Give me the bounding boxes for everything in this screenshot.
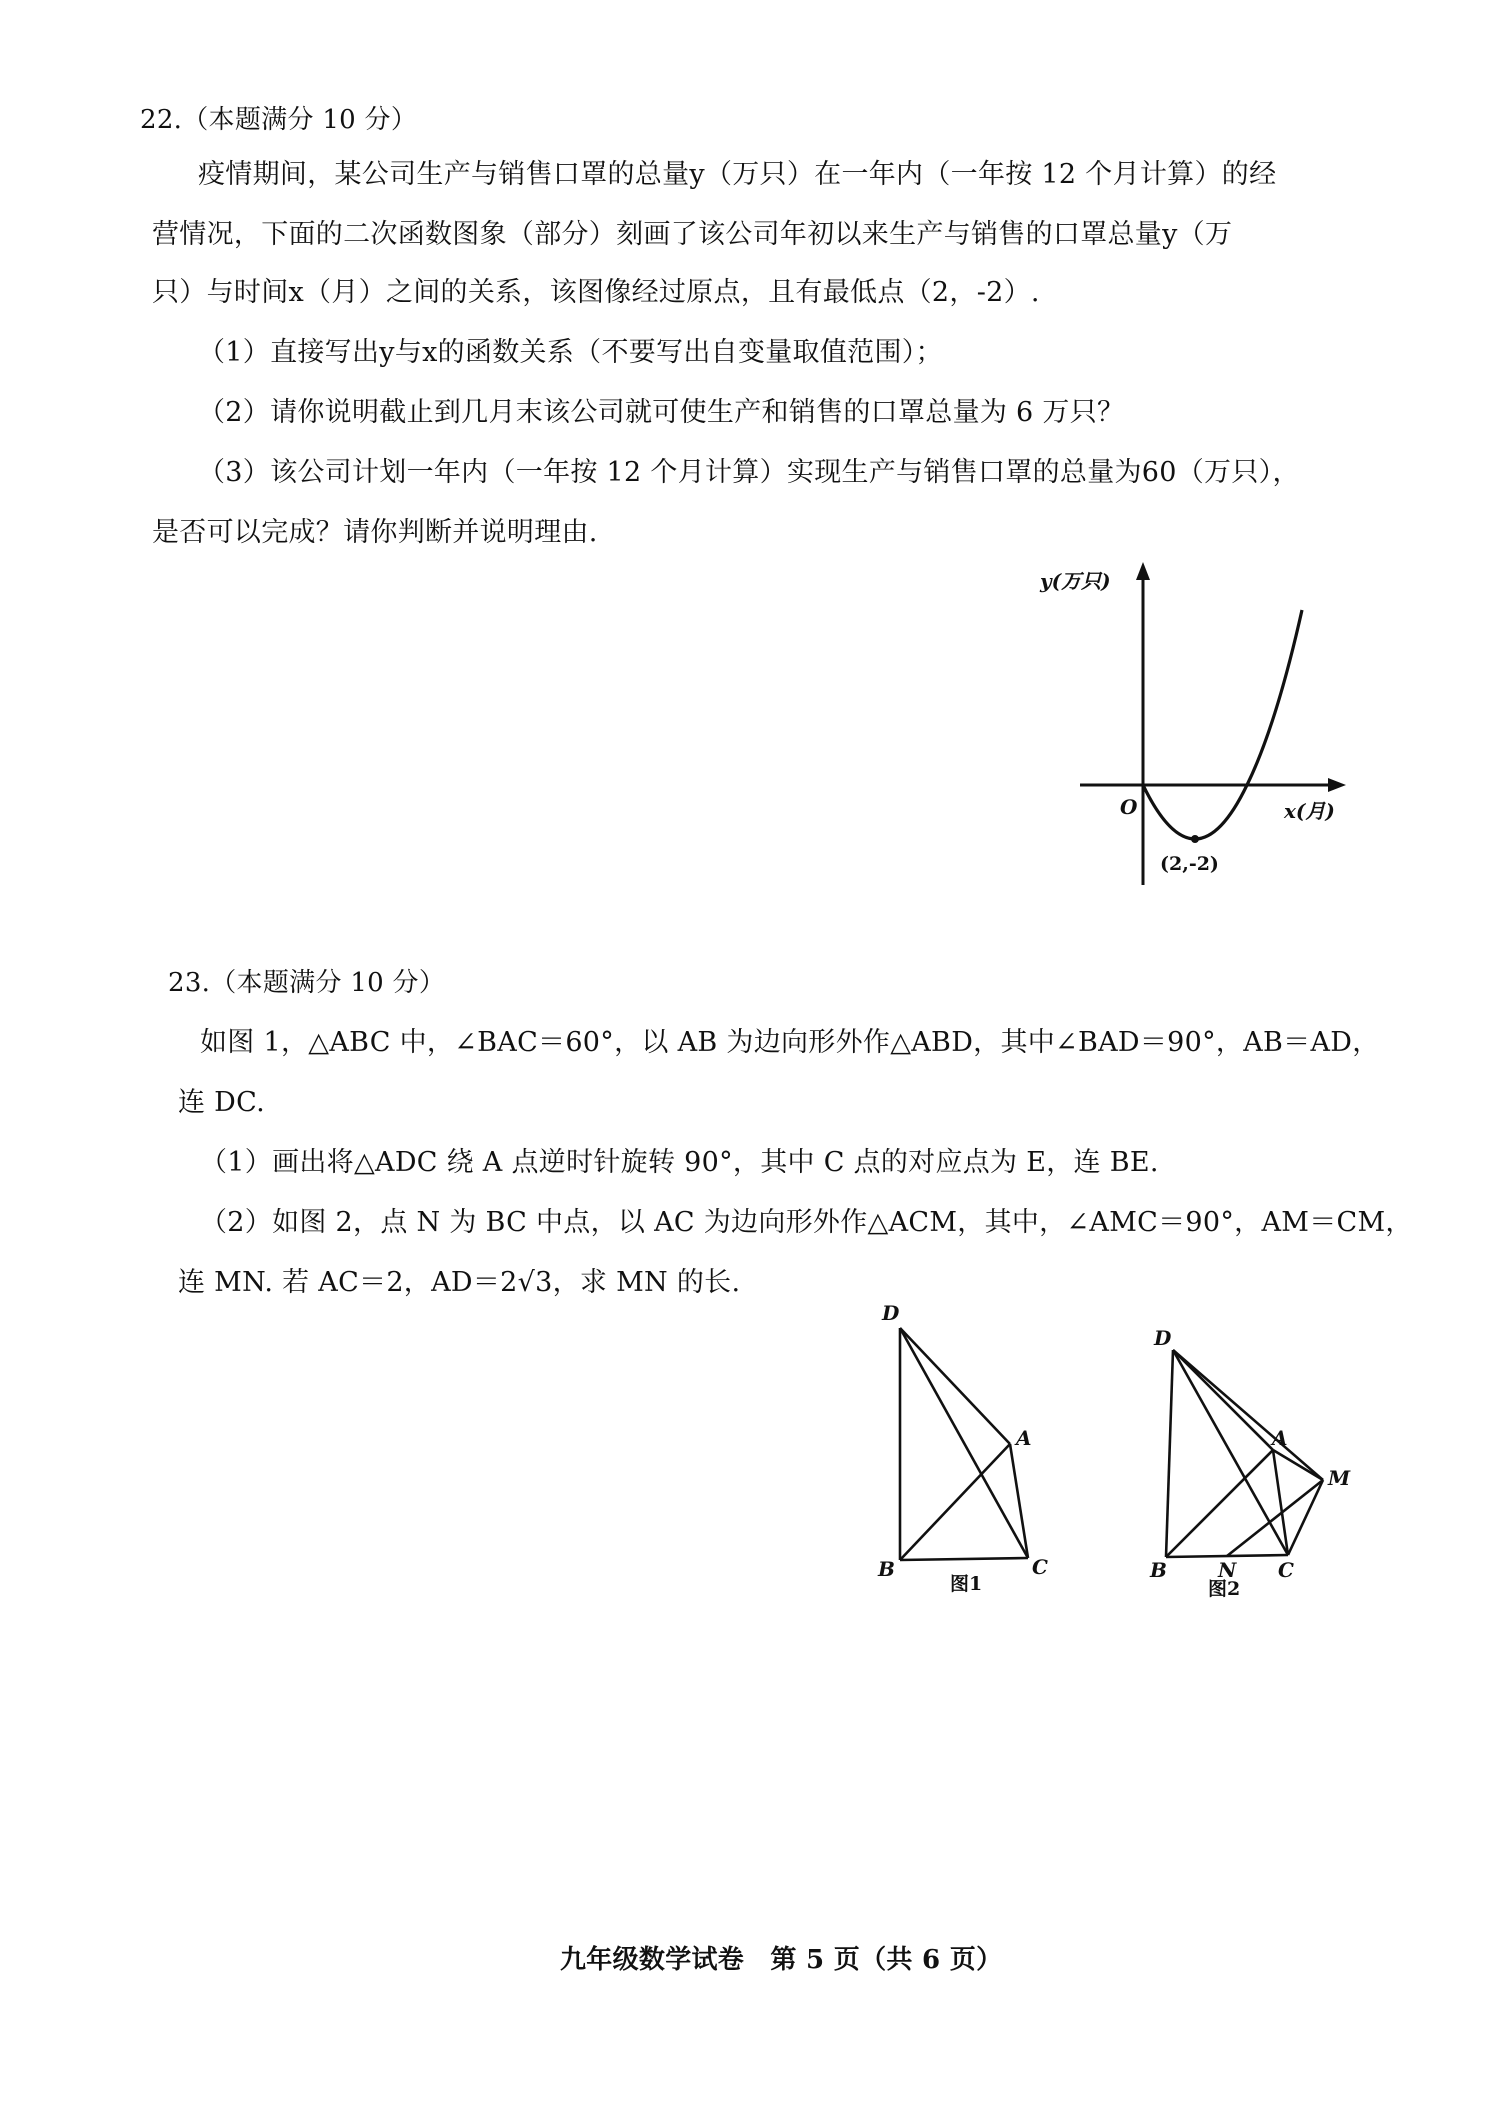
q23-part-2: （2）如图 2，点 N 为 BC 中点，以 AC 为边向形外作△ACM，其中，∠AMC＝90°，AM＝CM，	[200, 1207, 1413, 1238]
segment-am	[1273, 1450, 1323, 1480]
q22-text-line: 是否可以完成？请你判断并说明理由.	[152, 517, 598, 548]
vertex-label: (2,-2)	[1160, 853, 1219, 875]
fig1-label-d: D	[882, 1301, 900, 1325]
vertex-point	[1191, 835, 1199, 843]
segment-da	[1173, 1350, 1273, 1450]
fig2-label-d: D	[1154, 1326, 1172, 1350]
segment-db	[1166, 1350, 1173, 1557]
fig2-label-c: C	[1278, 1558, 1294, 1582]
x-axis-arrow	[1328, 778, 1346, 792]
segment-cm	[1288, 1480, 1323, 1555]
y-axis-label: y(万只)	[1040, 569, 1111, 593]
parabola-graph	[1040, 560, 1340, 890]
y-axis-arrow	[1136, 562, 1150, 580]
q22-part-1: （1）直接写出y与x的函数关系（不要写出自变量取值范围）；	[198, 337, 943, 368]
origin-label: O	[1120, 795, 1138, 819]
segment-ab	[1166, 1450, 1273, 1557]
fig2-label-b: B	[1150, 1558, 1167, 1582]
figure-1	[870, 1300, 1070, 1595]
q23-header: 23.（本题满分 10 分）	[168, 968, 446, 998]
q22-part-2: （2）请你说明截止到几月末该公司就可使生产和销售的口罩总量为 6 万只？	[198, 397, 1125, 428]
page-footer: 九年级数学试卷 第 5 页（共 6 页）	[560, 1945, 1003, 1975]
q22-text-line: 疫情期间，某公司生产与销售口罩的总量y（万只）在一年内（一年按 12 个月计算）的经	[198, 159, 1277, 190]
segment-nm	[1227, 1480, 1323, 1556]
q22-text-line: 只）与时间x（月）之间的关系，该图像经过原点，且有最低点（2，-2）.	[152, 277, 1040, 308]
x-axis-label: x(月)	[1284, 799, 1335, 823]
q22-part-3: （3）该公司计划一年内（一年按 12 个月计算）实现生产与销售口罩的总量为60（万只），	[198, 457, 1300, 488]
q23-part-1: （1）画出将△ADC 绕 A 点逆时针旋转 90°，其中 C 点的对应点为 E，连 BE.	[200, 1147, 1159, 1178]
segment-bc	[900, 1558, 1028, 1560]
q23-text-line: 如图 1，△ABC 中，∠BAC＝60°，以 AB 为边向形外作△ABD，其中∠BAD＝90°，AB＝AD，	[200, 1027, 1380, 1058]
fig1-label-c: C	[1032, 1555, 1048, 1579]
q22-text-line: 营情况，下面的二次函数图象（部分）刻画了该公司年初以来生产与销售的口罩总量y（万	[152, 219, 1233, 250]
fig2-label-m: M	[1328, 1466, 1351, 1490]
q22-header: 22.（本题满分 10 分）	[140, 105, 418, 135]
fig1-caption: 图1	[950, 1573, 983, 1595]
fig2-label-n: N	[1218, 1558, 1237, 1582]
q23-text-line: 连 MN. 若 AC＝2，AD＝2√3，求 MN 的长.	[178, 1267, 741, 1298]
fig2-caption: 图2	[1208, 1578, 1241, 1600]
fig1-label-b: B	[878, 1557, 895, 1581]
segment-dm	[1173, 1350, 1323, 1480]
q23-text-line: 连 DC.	[178, 1087, 266, 1118]
figure-2	[1148, 1325, 1368, 1615]
segment-ab	[900, 1444, 1010, 1560]
fig1-label-a: A	[1016, 1426, 1032, 1450]
parabola-curve	[1143, 610, 1302, 839]
fig2-label-a: A	[1272, 1426, 1288, 1450]
